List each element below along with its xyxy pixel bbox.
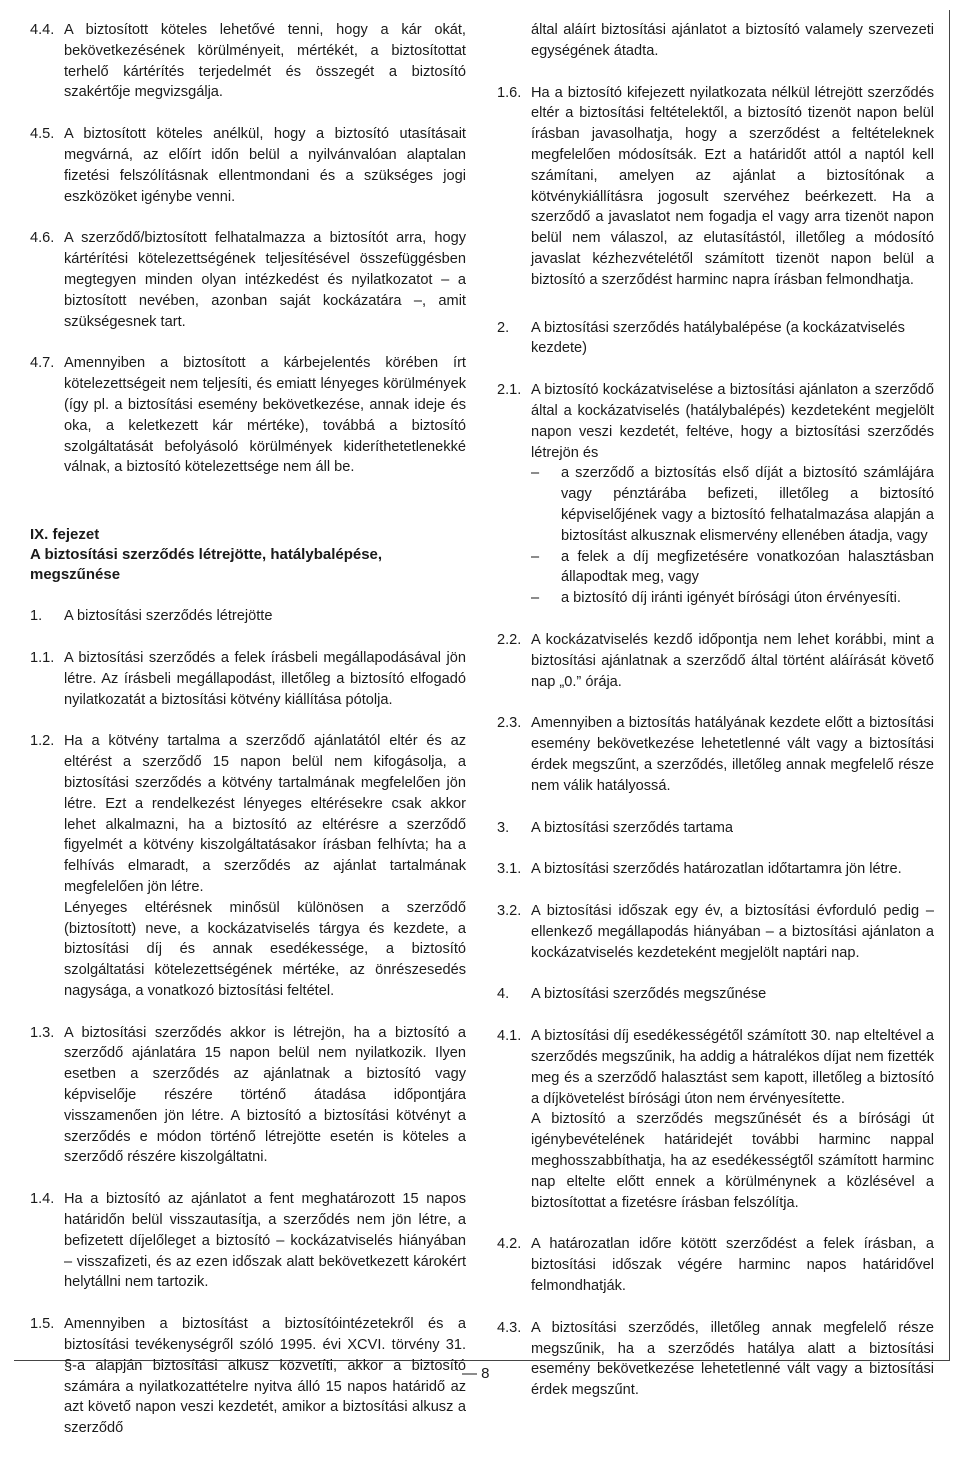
section-title: A biztosítási szerződés létrejötte [64, 608, 273, 625]
clause-1-5 [30, 1314, 466, 1439]
clause-text: Ha a kötvény tartalma a szerződő ajánlatától eltér és az eltérést a szerződő 15 napon belül nem kifogásolja, a biztosítási szerződés a kötvény tartalmának megfelelően jön létre. Ezt a rendelkezést lényeges eltérésekre csak akkor lehet alkalmazni, ha a biztosító az eltérésre a szerződő figyelmét a kötvény kiszolgáltatásakor írásban felhívta; ha a felhívás elmaradt, a szerződés az ajánlat tartalmának megfelelően jön létre. [64, 733, 466, 895]
clause-1-2 [30, 731, 466, 1001]
clause-4-6 [30, 228, 466, 332]
clause-4-5 [30, 124, 466, 207]
section-title: A biztosítási szerződés hatálybalépése (a kockázatviselés kezdete) [531, 319, 905, 357]
clause-4-3 [497, 1318, 934, 1401]
clause-text: Amennyiben a biztosítás hatályának kezdete előtt a biztosítási esemény bekövetkezése lehetetlenné vált vagy a biztosítási érdek megszűnt, a szerződés, illetőleg annak megfelelő része nem válik hatályossá. [531, 715, 934, 794]
clause-number: 4.6. [30, 230, 55, 247]
clause-number: 4.2. [497, 1236, 522, 1253]
clause-3-1 [497, 859, 934, 880]
condition-list [531, 463, 934, 609]
clause-number: 1.6. [497, 84, 522, 101]
section-1-heading [30, 606, 466, 627]
clause-number: 4.5. [30, 126, 55, 143]
clause-3-2 [497, 901, 934, 963]
clause-number: 3.1. [497, 861, 522, 878]
section-title: A biztosítási szerződés megszűnése [531, 986, 767, 1003]
clause-number: 1.3. [30, 1024, 55, 1041]
clause-2-3 [497, 713, 934, 796]
clause-number: 1.2. [30, 733, 55, 750]
clause-text: A biztosító kockázatviselése a biztosítási ajánlaton a szerződő által a kockázatviselés (hatálybalépés) kezdeteként megjelölt napon veszi kezdetét, feltéve, hogy a biztosítási szerződés létrejön és [531, 382, 934, 461]
clause-2-1 [497, 380, 934, 609]
section-number: 2. [497, 319, 510, 336]
clause-text: A biztosítási díj esedékességétől számított 30. nap elteltével a szerződés megszűnik, ha addig a hátralékos díjat nem fizették meg és a szerződő halasztást sem kapott, illetőleg a biztosító a díjkövetelést bírósági úton nem érvényesítette. [531, 1028, 934, 1107]
clause-4-2 [497, 1234, 934, 1296]
section-number: 4. [497, 986, 510, 1003]
clause-number: 1.5. [30, 1316, 55, 1333]
clause-text: A biztosítási szerződés határozatlan időtartamra jön létre. [531, 861, 902, 878]
clause-4-1 [497, 1026, 934, 1213]
clause-2-2 [497, 630, 934, 692]
clause-1-3 [30, 1023, 466, 1169]
clause-number: 4.3. [497, 1319, 522, 1336]
left-column [30, 20, 466, 1460]
clause-4-7 [30, 353, 466, 478]
clause-number: 2.3. [497, 715, 522, 732]
clause-1-5-continued [497, 20, 934, 62]
clause-text: A biztosítási szerződés, illetőleg annak megfelelő része megszűnik, ha a szerződés hatálya alatt a biztosítási esemény bekövetkezése lehetetlenné vált vagy a biztosítási érdek megszűnt. [531, 1319, 934, 1399]
chapter-title: A biztosítási szerződés létrejötte, hatálybalépése, megszűnése [30, 546, 383, 584]
section-title: A biztosítási szerződés tartama [531, 819, 733, 836]
clause-text: által aláírt biztosítási ajánlatot a biztosító valamely szervezeti egységének átadta. [531, 22, 934, 59]
section-2-heading [497, 318, 934, 360]
clause-text: A biztosítási szerződés akkor is létrejön, ha a biztosító a szerződő ajánlatára 15 napon belül nem nyilatkozik. Ilyen esetben a szerződés az ajánlatnak a biztosító vagy képviselője részére történő átadása időpontjára visszamenően jön létre. A biztosító a biztosítási kötvényt a szerződés e módon történő létrejötte esetén is köteles a szerződő részére kiszolgáltatni. [64, 1024, 466, 1166]
clause-number: 1.4. [30, 1191, 55, 1208]
clause-text: Amennyiben a biztosított a kárbejelentés körében írt kötelezettségeit nem teljesíti, és emiatt lényeges körülmények (így pl. a biztosítási esemény bekövetkezése, annak ideje és oka, a keletkezett kár mértéke), továbbá a biztosító szolgáltatását befolyásoló körülmények kideríthetetlenekké válnak, a biztosító kötelezettsége nem áll be. [64, 355, 466, 476]
clause-text: Ha a biztosító az ajánlatot a fent meghatározott 15 napos határidőn belül visszautasítja, a szerződés nem jön létre, a befizetett díjelőleget a biztosító – kockázatviselés hiányában – visszafizeti, és az ezen időszak alatt bekövetkezett károkért helytállni nem tartozik. [64, 1191, 466, 1291]
clause-number: 1.1. [30, 649, 55, 666]
clause-number: 4.1. [497, 1028, 522, 1045]
chapter-number: IX. fejezet [30, 526, 100, 544]
clause-text: A szerződő/biztosított felhatalmazza a biztosítót arra, hogy kártérítési kötelezettségének teljesítésével összefüggésben megtegyen minden olyan intézkedést és nyilatkozatot – a biztosított nevében, azonban saját kockázatára –, amit szükségesnek tart. [64, 230, 466, 330]
right-column [497, 20, 934, 1422]
section-4-heading [497, 984, 934, 1005]
section-number: 3. [497, 819, 510, 836]
clause-text-continued: Lényeges eltérésnek minősül különösen a szerződő (biztosított) neve, a kockázatviselés tárgya és kezdete, a biztosítási díj és annak esedékessége, a biztosító szolgáltatási kötelezettségének mértéke, az önrészesedés nagysága, a vonatkozó biztosítási feltétel. [64, 899, 466, 999]
list-item: – a szerződő a biztosítás első díját a biztosító számlájára vagy pénztárába befizeti, illetőleg a biztosító képviselőjének vagy a biztosító felhatalmazása alapján a biztosítást alkusznak elismervény ellenében átadja, vagy [531, 465, 934, 544]
list-item: – a biztosító díj iránti igényét bírósági úton érvényesíti. [531, 590, 901, 607]
clause-text: A kockázatviselés kezdő időpontja nem lehet korábbi, mint a biztosítási ajánlatnak a szerződő által történt aláírását követő nap „0.” órája. [531, 631, 934, 690]
clause-number: 2.1. [497, 382, 522, 399]
clause-text: A biztosított köteles lehetővé tenni, hogy a kár okát, bekövetkezésének körülményeit, mértékét, a biztosítottat terhelő kártérítés terjedelmét és összegét a biztosító szakértője megvizsgálja. [64, 22, 466, 101]
clause-text: A biztosítási szerződés a felek írásbeli megállapodásával jön létre. Az írásbeli megállapodást, illetőleg a biztosító elfogadó nyilatkozatát a biztosítási kötvény kiállítása pótolja. [64, 649, 466, 708]
clause-1-1 [30, 648, 466, 710]
list-item: – a felek a díj megfizetésére vonatkozóan halasztásban állapodtak meg, vagy [531, 548, 934, 586]
page-number: — 8 [462, 1365, 490, 1382]
section-number: 1. [30, 608, 43, 625]
clause-1-6 [497, 83, 934, 291]
clause-number: 4.7. [30, 355, 55, 372]
clause-text: Ha a biztosító kifejezett nyilatkozata nélkül létrejött szerződés eltér a biztosítási feltételektől, a biztosító tizenöt napon belül írásban javasolhatja, hogy a szerződést a feltételeknek megfelelően módosítsák. Ezt a határidőt attól a naptól kell számítani, amelyen az ajánlat a biztosítónak a kötvénykiállításra jogosult szervéhez beérkezett. Ha a szerződő a javaslatot nem fogadja el vagy arra tizenöt napon belül nem válaszol, az elutasítástól, illetőleg a módosító javaslat kézhezvételétől számított tizenöt napon belül a biztosító a szerződést harminc napra írásban felmondhatja. [531, 84, 934, 288]
clause-text-continued: A biztosító a szerződés megszűnését és a bírósági út igénybevételének határidejét további harminc nappal meghosszabbíthatja, ha az esedékességtől számított harminc nap eltelte előtt ennek a körülménynek a közlésével a biztosítottat a fizetésre írásban felszólítja. [531, 1111, 934, 1211]
clause-number: 3.2. [497, 903, 522, 920]
clause-text: A biztosított köteles anélkül, hogy a biztosító utasításait megvárná, az előírt időn belül a nyilvánvalóan alaptalan fizetési felszólításnak ellentmondani és a szükséges jogi eszközöket igénybe venni. [64, 126, 466, 205]
clause-text: Amennyiben a biztosítást a biztosítóintézetekről és a biztosítási tevékenységről szóló 1995. évi XCVI. törvény 31. §-a alapján biztosítási alkusz közvetíti, akkor a biztosító számára a nyilatkozattételre nyitva álló 15 napos határidő az azt követő napon veszi kezdetét, amikor a biztosítási alkusz a szerződő [64, 1316, 466, 1437]
clause-4-4 [30, 20, 466, 103]
chapter-heading [30, 525, 466, 585]
clause-text: A biztosítási időszak egy év, a biztosítási évforduló pedig – ellenkező megállapodás hiányában – a biztosítási ajánlaton a kockázatviselés kezdeteként megjelölt naptári nap. [531, 903, 934, 961]
clause-text: A határozatlan időre kötött szerződést a felek írásban, a biztosítási időszak végére harminc napos határidővel felmondhatják. [531, 1236, 934, 1295]
clause-number: 2.2. [497, 631, 522, 648]
clause-number: 4.4. [30, 22, 55, 38]
clause-1-4 [30, 1189, 466, 1293]
section-3-heading [497, 818, 934, 839]
